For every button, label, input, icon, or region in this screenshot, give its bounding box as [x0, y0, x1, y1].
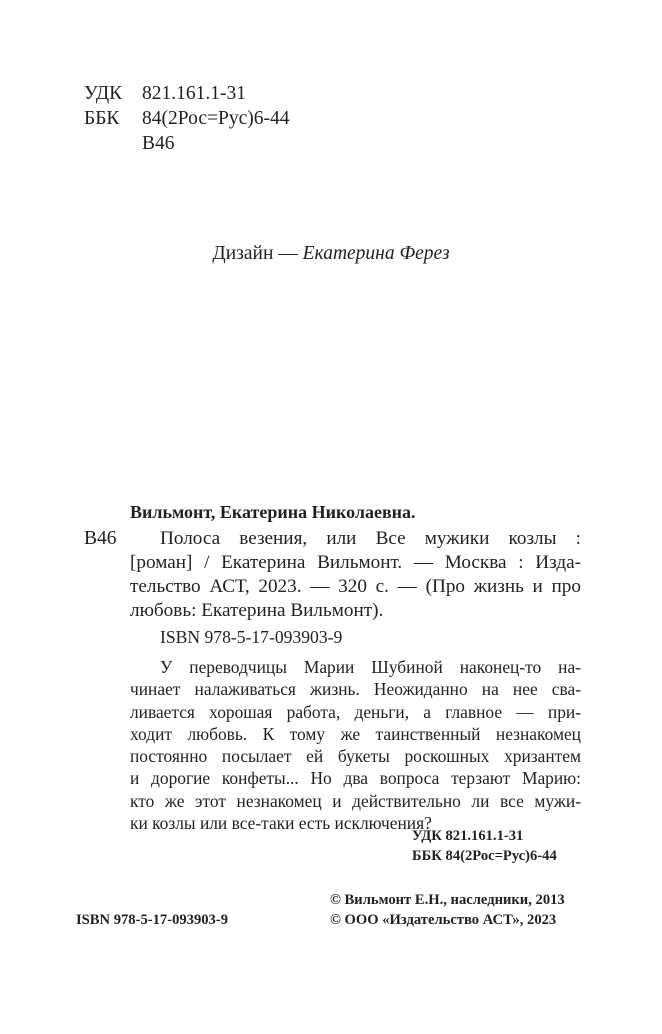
copyright-line: © Вильмонт Е.Н., наследники, 2013	[330, 892, 565, 908]
designer-name: Екатерина Ферез	[302, 243, 450, 264]
annotation	[130, 656, 581, 834]
annotation-line: чинает налаживаться жизнь. Неожиданно на нее сва-	[130, 679, 581, 700]
design-credit-prefix: Дизайн —	[212, 243, 303, 264]
footer-isbn: ISBN 978-5-17-093903-9	[76, 912, 229, 928]
copyright-line: © ООО «Издательство АСТ», 2023	[330, 912, 557, 928]
bbk-code: 84(2Рос=Рус)6-44	[142, 108, 290, 129]
entry-line: любовь: Екатерина Вильмонт).	[130, 600, 384, 621]
record-udk: УДК 821.161.1-31	[412, 828, 524, 844]
entry-line: тельство АСТ, 2023. — 320 с. — (Про жизнь и про	[130, 576, 581, 597]
annotation-line: ходит любовь. К тому же таинственный незнакомец	[130, 723, 581, 744]
bibliographic-entry	[130, 527, 581, 623]
annotation-line: постоянно посылает ей букеты роскошных хризантем	[130, 746, 581, 767]
udk-code: 821.161.1-31	[142, 83, 246, 104]
isbn: ISBN 978-5-17-093903-9	[160, 627, 343, 647]
annotation-line: ливается хорошая работа, деньги, а главное — при-	[130, 701, 581, 722]
design-credit	[0, 242, 662, 266]
copyright-block	[330, 890, 581, 930]
record-author-mark: В46	[84, 528, 117, 549]
udk-label: УДК	[84, 83, 123, 104]
bbk-label: ББК	[84, 108, 120, 129]
entry-line: [роман] / Екатерина Вильмонт. — Москва : Изда-	[130, 552, 581, 573]
record-bbk: ББК 84(2Рос=Рус)6-44	[412, 848, 557, 864]
entry-line: Полоса везения, или Все мужики козлы :	[160, 528, 581, 549]
annotation-line: кто же этот незнакомец и действительно ли все мужи-	[130, 790, 581, 811]
annotation-line: ки козлы или все-таки есть исключения?	[130, 813, 432, 834]
annotation-line: У переводчицы Марии Шубиной наконец-то на-	[160, 657, 581, 677]
author-mark: В46	[142, 133, 175, 154]
author-heading: Вильмонт, Екатерина Николаевна.	[130, 502, 416, 522]
record-classification	[330, 826, 581, 866]
annotation-line: и дорогие конфеты... Но два вопроса терзают Марию:	[130, 768, 581, 789]
